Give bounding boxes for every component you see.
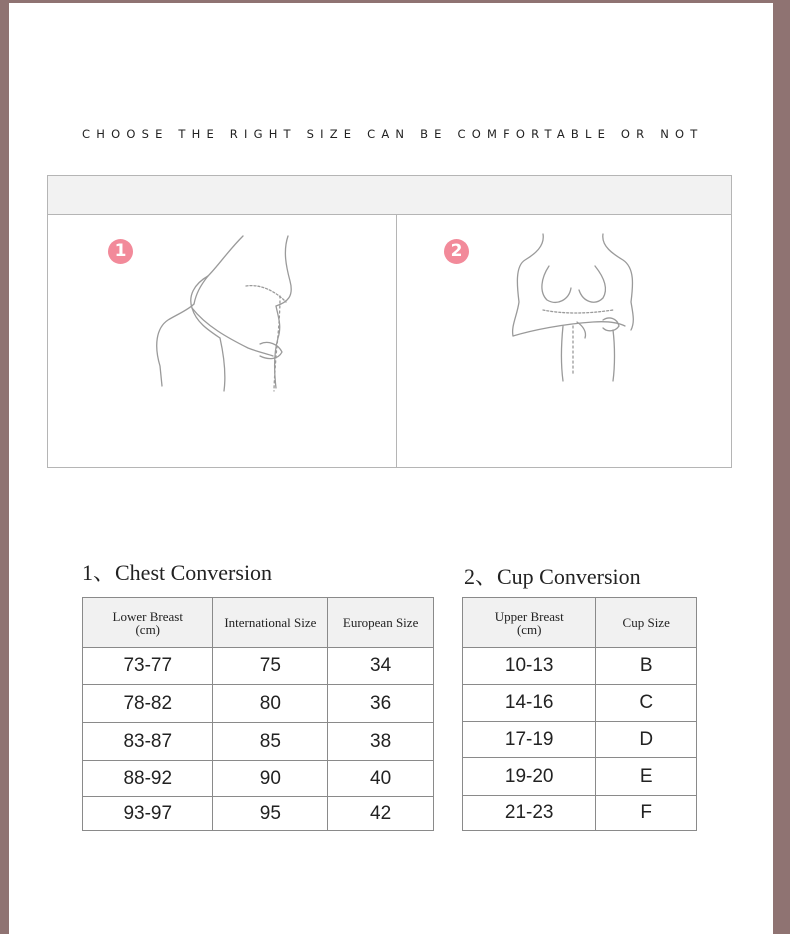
step-2-badge: 2 — [444, 239, 469, 264]
international-size-cell: 95 — [213, 797, 328, 831]
lower-breast-cell: 73-77 — [83, 648, 213, 685]
cup-size-cell: B — [596, 648, 697, 685]
table-row — [463, 648, 697, 685]
upper-breast-cell: 21-23 — [463, 796, 596, 831]
chest-conversion-table — [82, 597, 434, 831]
upper-breast-cell: 14-16 — [463, 685, 596, 722]
chest-conversion-title: 1、Chest Conversion — [82, 560, 273, 585]
european-size-cell: 34 — [328, 648, 434, 685]
european-size-cell: 42 — [328, 797, 434, 831]
lower-breast-header-line1: Lower Breast — [112, 608, 183, 624]
lower-breast-cell: 78-82 — [83, 685, 213, 723]
cup-size-cell: D — [596, 722, 697, 758]
international-size-cell: 75 — [213, 648, 328, 685]
cup-size-cell: E — [596, 758, 697, 796]
cup-conversion-title: 2、Cup Conversion — [464, 564, 641, 589]
european-size-cell: 38 — [328, 723, 434, 761]
european-size-header: European Size — [328, 598, 434, 648]
cup-header-row — [463, 598, 697, 648]
upper-breast-cell: 10-13 — [463, 648, 596, 685]
guide-divider — [396, 215, 397, 468]
upper-breast-header-line1: Upper Breast — [494, 608, 564, 624]
table-row — [463, 685, 697, 722]
cup-size-header: Cup Size — [596, 598, 697, 648]
upper-breast-header-line2: (cm) — [516, 621, 542, 637]
international-size-header: International Size — [213, 598, 328, 648]
table-row — [83, 797, 434, 831]
lower-breast-header — [83, 598, 213, 648]
international-size-cell: 85 — [213, 723, 328, 761]
lower-breast-header-line2: (cm) — [135, 621, 161, 637]
table-row — [463, 758, 697, 796]
international-size-cell: 80 — [213, 685, 328, 723]
table-row — [463, 796, 697, 831]
lower-breast-cell: 88-92 — [83, 761, 213, 797]
cup-conversion-table — [462, 597, 697, 831]
table-row — [83, 685, 434, 723]
chest-header-row — [83, 598, 434, 648]
table-row — [83, 723, 434, 761]
lower-breast-cell: 93-97 — [83, 797, 213, 831]
tagline: CHOOSE THE RIGHT SIZE CAN BE COMFORTABLE OR NOT — [82, 127, 704, 141]
upper-breast-cell: 19-20 — [463, 758, 596, 796]
upper-breast-cell: 17-19 — [463, 722, 596, 758]
lower-breast-cell: 83-87 — [83, 723, 213, 761]
measure-bust-front-view-figure — [503, 226, 648, 386]
table-row — [463, 722, 697, 758]
european-size-cell: 36 — [328, 685, 434, 723]
cup-size-cell: F — [596, 796, 697, 831]
european-size-cell: 40 — [328, 761, 434, 797]
step-1-badge: 1 — [108, 239, 133, 264]
measuring-guide-panel — [47, 175, 732, 468]
international-size-cell: 90 — [213, 761, 328, 797]
table-row — [83, 761, 434, 797]
guide-header-bar — [48, 176, 731, 215]
table-row — [83, 648, 434, 685]
cup-size-cell: C — [596, 685, 697, 722]
upper-breast-header — [463, 598, 596, 648]
measure-under-bust-side-view-figure — [148, 226, 318, 396]
